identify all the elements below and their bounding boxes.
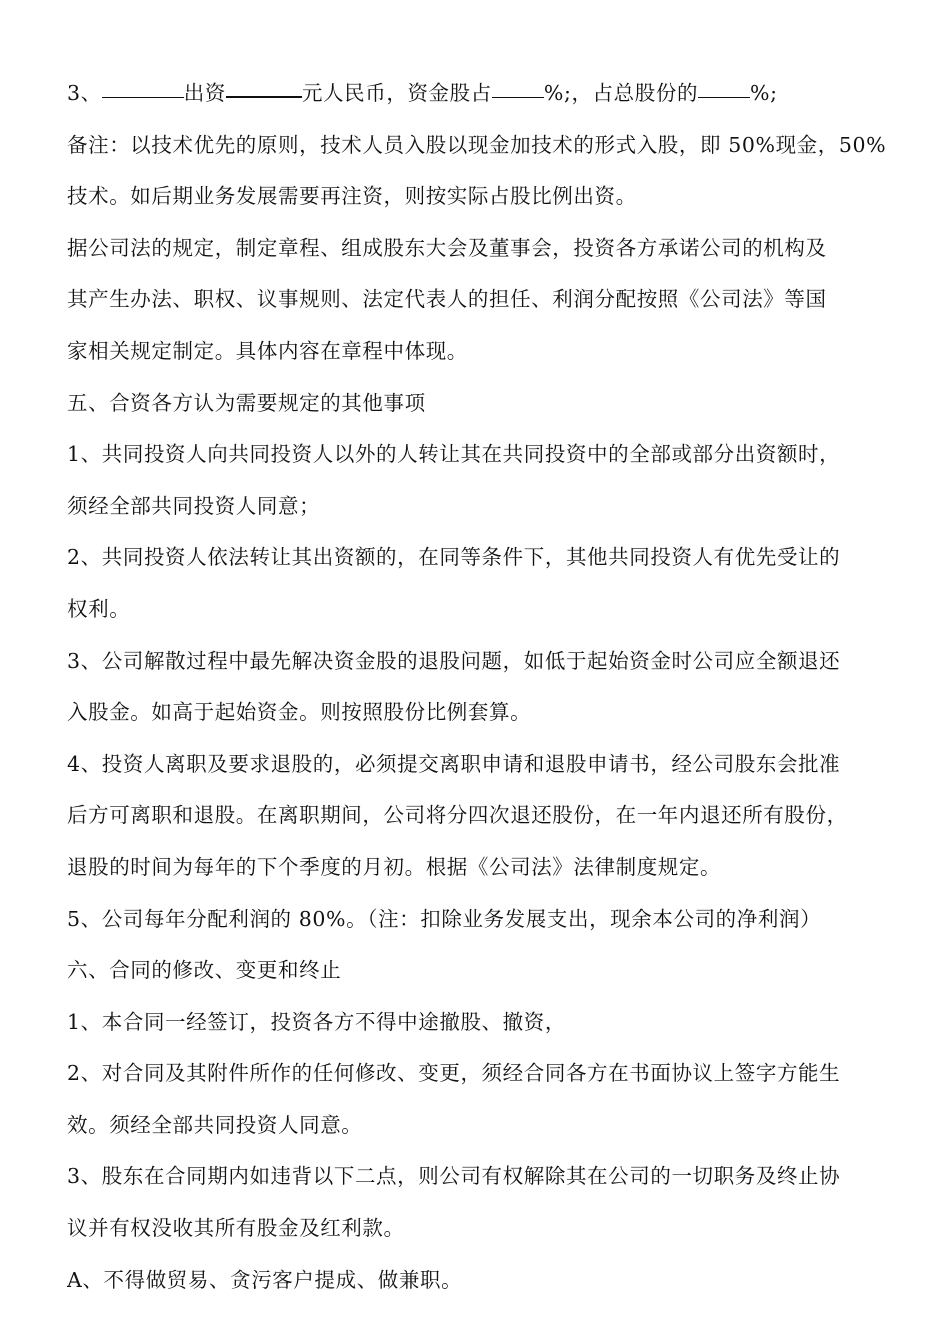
text-line: A、不得做贸易、贪污客户提成、做兼职。: [67, 1267, 463, 1292]
text-line: 5、公司每年分配利润的 80%。（注：扣除业务发展支出，现余本公司的净利润）: [67, 906, 822, 931]
text-line: 3、公司解散过程中最先解决资金股的退股问题，如低于起始资金时公司应全额退还: [67, 648, 841, 673]
blank-amount[interactable]: [226, 76, 302, 98]
text-line: 备注：以技术优先的原则，技术人员入股以现金加技术的形式入股，即 50%现金，50%: [67, 132, 887, 157]
fill-line-label-capital-share: 元人民币，资金股占: [301, 81, 492, 105]
section-heading: 五、合资各方认为需要规定的其他事项: [67, 390, 426, 415]
blank-investor-name[interactable]: [102, 77, 184, 98]
text-line: 4、投资人离职及要求退股的，必须提交离职申请和退股申请书，经公司股东会批准: [67, 751, 841, 776]
fill-line-label-total-share: %;，占总股份的: [543, 81, 699, 105]
text-line: 入股金。如高于起始资金。则按照股份比例套算。: [67, 700, 532, 725]
text-line: 1、本合同一经签订，投资各方不得中途撤股、撤资，: [67, 1009, 566, 1034]
document-page: [67, 75, 887, 1313]
fill-line-label-contribute: 出资: [183, 81, 226, 105]
blank-total-share-percent[interactable]: [698, 77, 750, 98]
text-line: 退股的时间为每年的下个季度的月初。根据《公司法》法律制度规定。: [67, 854, 722, 879]
blank-capital-share-percent[interactable]: [492, 77, 544, 98]
text-line: 1、共同投资人向共同投资人以外的人转让其在共同投资中的全部或部分出资额时，: [67, 442, 841, 467]
fill-line-number: 3、: [67, 81, 102, 105]
fill-line-capital: [67, 75, 887, 112]
text-line: 后方可离职和退股。在离职期间，公司将分四次退还股份，在一年内退还所有股份，: [67, 803, 848, 828]
text-line: 2、共同投资人依法转让其出资额的，在同等条件下，其他共同投资人有优先受让的: [67, 545, 841, 570]
text-line: 其产生办法、职权、议事规则、法定代表人的担任、利润分配按照《公司法》等国: [67, 287, 827, 312]
text-line: 须经全部共同投资人同意；: [67, 493, 321, 518]
text-line: 权利。: [67, 596, 131, 621]
text-line: 技术。如后期业务发展需要再注资，则按实际占股比例出资。: [67, 184, 637, 209]
text-line: 效。须经全部共同投资人同意。: [67, 1112, 363, 1137]
fill-line-end: %;: [750, 81, 778, 105]
text-line: 据公司法的规定，制定章程、组成股东大会及董事会，投资各方承诺公司的机构及: [67, 235, 827, 260]
text-line: 家相关规定制定。具体内容在章程中体现。: [67, 338, 468, 363]
text-line: 3、股东在合同期内如违背以下二点，则公司有权解除其在公司的一切职务及终止协: [67, 1164, 841, 1189]
text-line: 议并有权没收其所有股金及红利款。: [67, 1216, 405, 1241]
text-line: 2、对合同及其附件所作的任何修改、变更，须经合同各方在书面协议上签字方能生: [67, 1061, 841, 1086]
section-heading: 六、合同的修改、变更和终止: [67, 958, 342, 983]
